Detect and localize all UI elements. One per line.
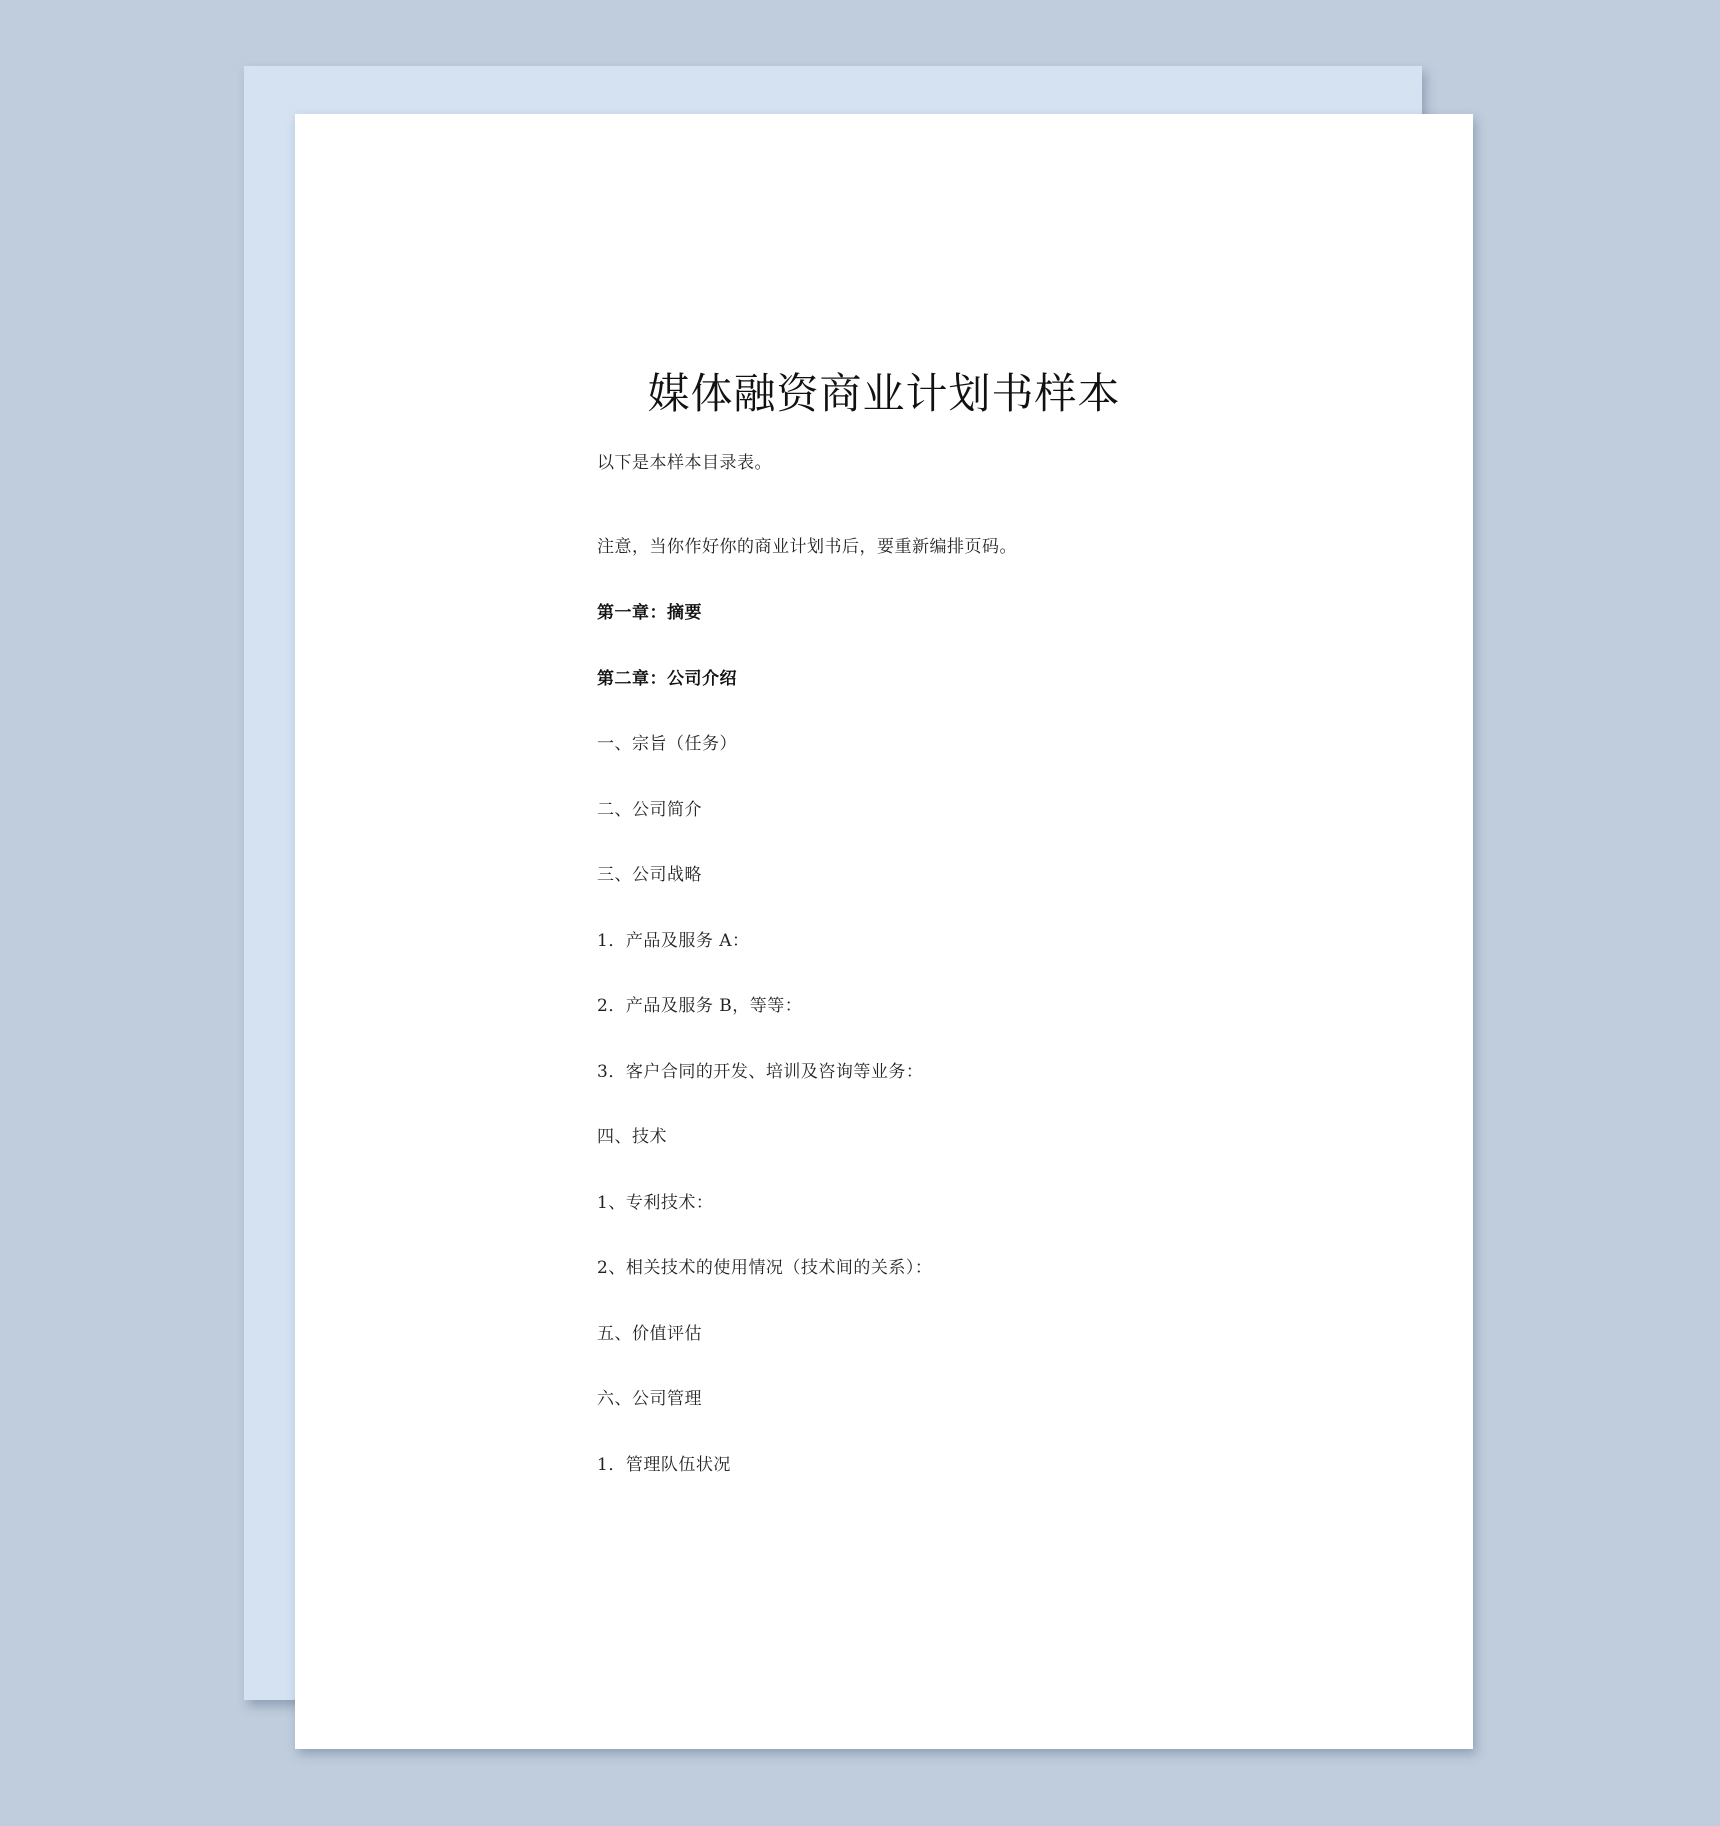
toc-item: 五、价值评估 — [597, 1324, 702, 1344]
toc-item: 六、公司管理 — [597, 1389, 702, 1409]
intro-text: 以下是本样本目录表。 — [597, 453, 772, 473]
toc-item: 2．产品及服务 B，等等： — [597, 996, 803, 1016]
toc-item: 1．产品及服务 A： — [597, 931, 750, 951]
document-title: 媒体融资商业计划书样本 — [647, 369, 1121, 418]
toc-item: 二、公司简介 — [597, 800, 702, 820]
toc-item: 1．管理队伍状况 — [597, 1455, 731, 1475]
toc-item: 三、公司战略 — [597, 865, 702, 885]
document-page — [295, 114, 1473, 1749]
note-text: 注意，当你作好你的商业计划书后，要重新编排页码。 — [597, 537, 1017, 557]
toc-item: 2、相关技术的使用情况（技术间的关系）： — [597, 1258, 933, 1278]
toc-chapter-2: 第二章：公司介绍 — [597, 669, 737, 689]
toc-item: 1、专利技术： — [597, 1193, 714, 1213]
toc-item: 3．客户合同的开发、培训及咨询等业务： — [597, 1062, 924, 1082]
toc-chapter-1: 第一章：摘要 — [597, 603, 702, 623]
toc-item: 四、技术 — [597, 1127, 667, 1147]
toc-item: 一、宗旨（任务） — [597, 734, 737, 754]
